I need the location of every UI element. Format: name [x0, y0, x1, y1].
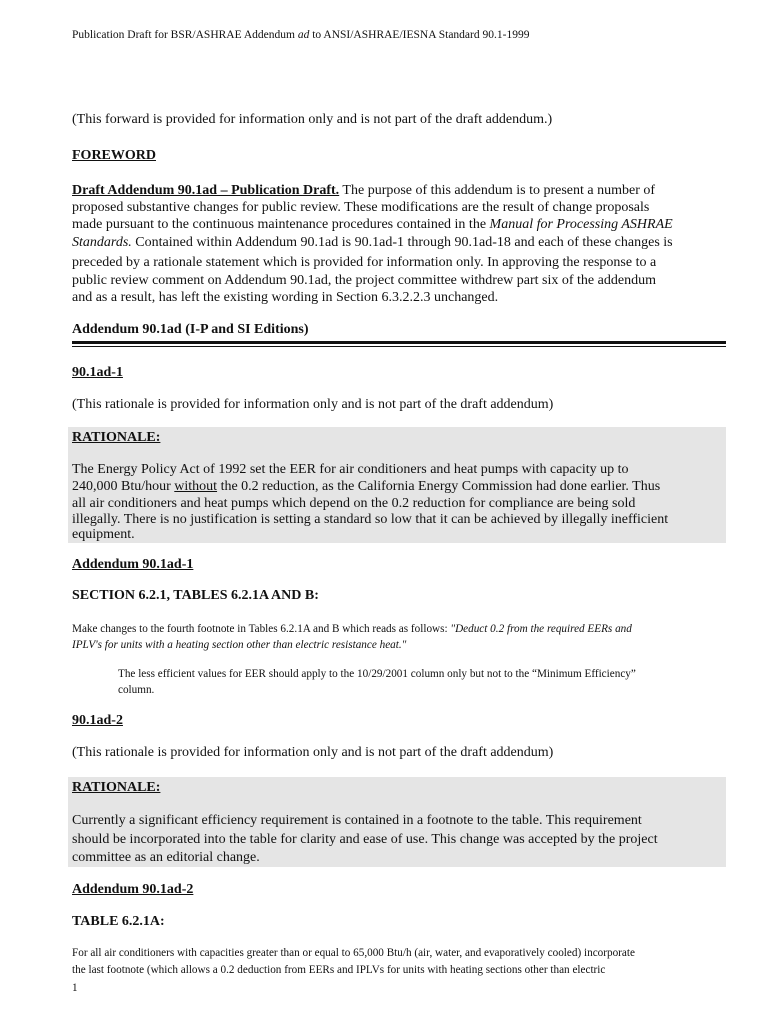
section-id: 90.1ad-1: [72, 365, 123, 380]
divider: [72, 346, 726, 347]
page-number: 1: [72, 982, 78, 994]
addendum-heading: Addendum 90.1ad-1: [72, 557, 194, 572]
instruction-quote: IPLV's for units with a heating section other than electric resistance heat.": [72, 639, 407, 651]
rationale-note: (This rationale is provided for information only and is not part of the draft addendum): [72, 745, 554, 760]
rationale-label: RATIONALE:: [72, 430, 161, 445]
table-text: the last footnote (which allows a 0.2 deduction from EERs and IPLVs for units with heating sections other than electric: [72, 964, 606, 976]
section-heading: SECTION 6.2.1, TABLES 6.2.1A AND B:: [72, 588, 319, 603]
section-id: 90.1ad-2: [72, 713, 123, 728]
addendum-title: Addendum 90.1ad (I-P and SI Editions): [72, 322, 309, 337]
instruction: Make changes to the fourth footnote in Tables 6.2.1A and B which reads as follows: "Deduct 0.2 from the required EERs and: [72, 623, 632, 635]
foreword-title: FOREWORD: [72, 148, 156, 163]
addendum-heading: Addendum 90.1ad-2: [72, 882, 194, 897]
rationale-note: (This rationale is provided for information only and is not part of the draft addendum): [72, 397, 554, 412]
table-text: For all air conditioners with capacities greater than or equal to 65,000 Btu/h (air, water, and evaporatively cooled) incorporate: [72, 947, 635, 959]
rationale-label: RATIONALE:: [72, 780, 161, 795]
table-heading: TABLE 6.2.1A:: [72, 914, 165, 929]
running-header: Publication Draft for BSR/ASHRAE Addendum ad to ANSI/ASHRAE/IESNA Standard 90.1-1999: [72, 29, 530, 41]
indented-text: The less efficient values for EER should apply to the 10/29/2001 column only but not to the “Minimum Efficiency”: [118, 668, 636, 680]
indented-text: column.: [118, 684, 155, 696]
divider: [72, 341, 726, 344]
forward-note: (This forward is provided for information only and is not part of the draft addendum.): [72, 112, 553, 127]
